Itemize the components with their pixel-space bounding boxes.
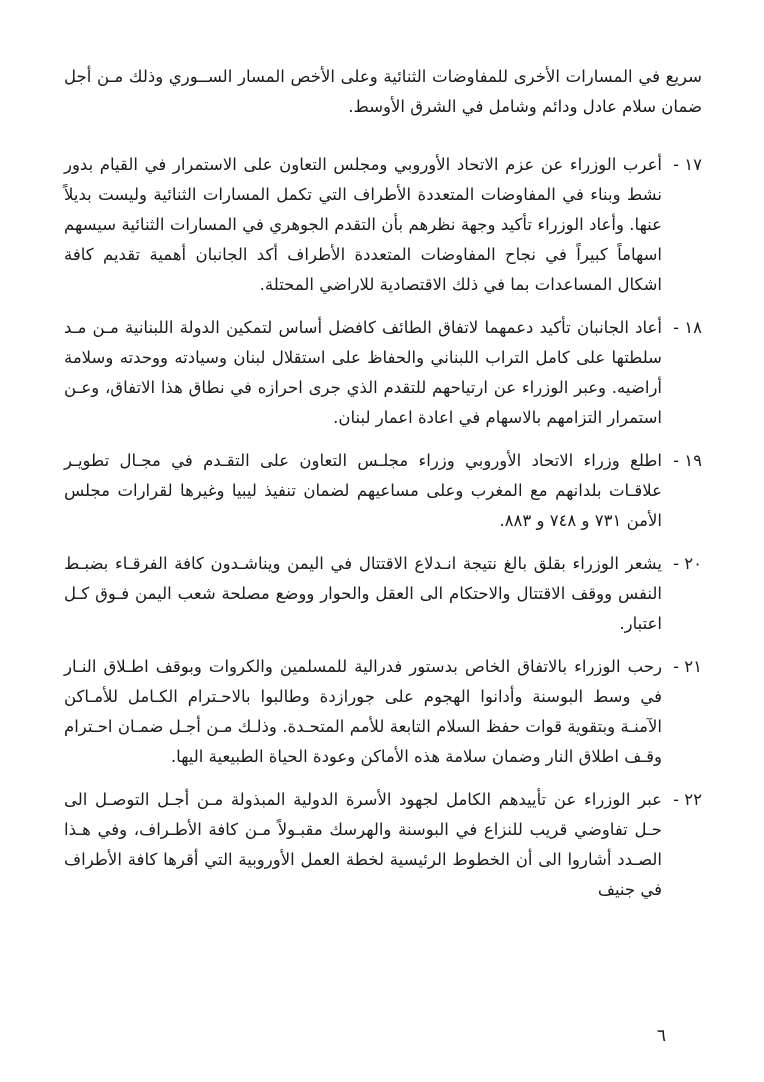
item-text: أعرب الوزراء عن عزم الاتحاد الأوروبي ومجلس التعاون على الاستمرار في القيام بدور نشط وبناء في المفاوضات المتعددة الأطراف التي تكمل المسارات الثنائية وليست بديلاً عنها. وأعاد الوزراء تأكيد وجهة نظرهم بأن التقدم الجوهري في المسارات الثنائية سيسهم اسهاماً كبيراً في نجاح المفاوضات المتعددة الأطراف أكد الجانبان أهمية تقديم كافة اشكال المساعدات بما في ذلك الاقتصادية للاراضي المحتلة. — [64, 155, 662, 294]
item-text: رحب الوزراء بالاتفاق الخاص بدستور فدرالية للمسلمين والكروات وبوقف اطـلاق النـار في وسط البوسنة وأدانوا الهجوم على جورازدة وطالبوا بالاحـترام الكـامل للأمـاكن الآمنـة وبتقوية قوات حفظ السلام التابعة للأمم المتحـدة. وذلـك مـن أجـل ضمـان احـترام وقـف اطلاق النار وضمان سلامة هذه الأماكن وعودة الحياة الطبيعية اليها. — [64, 657, 662, 766]
item-text: أعاد الجانبان تأكيد دعمهما لاتفاق الطائف كافضل أساس لتمكين الدولة اللبنانية مـن مـد سلطتها على كامل التراب اللبناني والحفاظ على استقلال لبنان وسيادته ووحدته وسلامة أراضيه. وعبر الوزراء عن ارتياحهم للتقدم الذي جرى احرازه في نطاق هذا الاتفاق، وعـن استمرار التزامهم بالاسهام في اعادة اعمار لبنان. — [64, 318, 662, 427]
item-text: عبر الوزراء عن تأييدهم الكامل لجهود الأسرة الدولية المبذولة مـن أجـل التوصـل الى حـل تفاوضي قريب للنزاع في البوسنة والهرسك مقبـولاً مـن كافة الأطـراف، وفي هـذا الصـدد أشاروا الى أن الخطوط الرئيسية لخطة العمل الأوروبية التي أقرها كافة الأطراف في جنيف — [64, 790, 662, 899]
item-number: ١٧ - — [673, 155, 702, 174]
numbered-item-18 — [64, 313, 702, 433]
item-number: ١٨ - — [673, 318, 702, 337]
item-number: ١٩ - — [673, 451, 702, 470]
page-number: ٦ — [656, 1026, 666, 1046]
text-block — [64, 62, 702, 918]
item-text: اطلع وزراء الاتحاد الأوروبي وزراء مجلـس التعاون على التقـدم في مجـال تطويـر علاقـات بلدانهم مع المغرب وعلى مساعيهم لضمان تنفيذ ليبيا وغيرها لقرارات مجلس الأمن ٧٣١ و ٧٤٨ و ٨٨٣. — [64, 451, 662, 530]
numbered-item-17 — [64, 150, 702, 300]
continuation-paragraph: سريع في المسارات الأخرى للمفاوضات الثنائية وعلى الأخص المسار الســوري وذلك مـن أجل ضمان سلام عادل ودائم وشامل في الشرق الأوسط. — [64, 67, 702, 116]
numbered-item-20 — [64, 549, 702, 639]
item-number: ٢١ - — [673, 657, 702, 676]
item-text: يشعر الوزراء بقلق بالغ نتيجة انـدلاع الاقتتال في اليمن ويناشـدون كافة الفرقـاء بضبـط النفس ووقف الاقتتال والاحتكام الى العقل والحوار ووضع مصلحة شعب اليمن فـوق كـل اعتبار. — [64, 554, 662, 633]
item-number: ٢٠ - — [673, 554, 702, 573]
item-number: ٢٢ - — [673, 790, 702, 809]
numbered-item-22 — [64, 785, 702, 905]
numbered-item-19 — [64, 446, 702, 536]
numbered-item-21 — [64, 652, 702, 772]
